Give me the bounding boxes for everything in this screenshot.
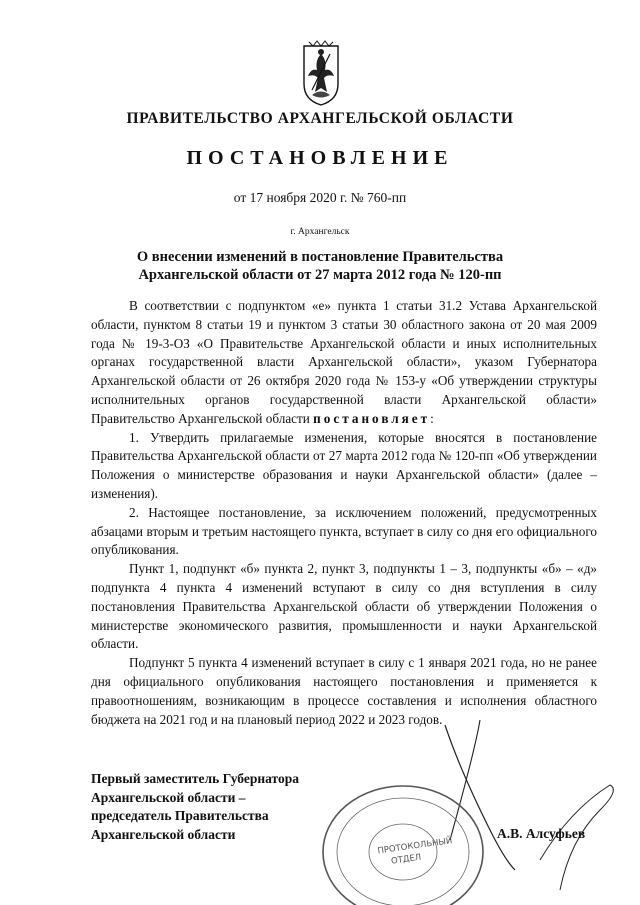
subject-line-1: О внесении изменений в постановление Правительства — [136, 249, 504, 265]
preamble-end: : — [430, 410, 434, 426]
signer-title-line-4: Архангельской области — [91, 826, 236, 842]
subject-line-2: Архангельской области от 27 марта 2012 года № 120-пп — [138, 267, 502, 283]
decree-body — [91, 297, 597, 729]
signer-title-line-1: Первый заместитель Губернатора — [91, 771, 299, 786]
paragraph-4: Подпункт 5 пункта 4 изменений вступает в силу с 1 января 2021 года, но не ранее дня официального опубликования настоящего постановления и применяется к правоотношениям, возникающим в процессе составления и исполнения областного бюджета на 2021 год и на плановый период 2022 и 2023 годов. — [91, 655, 597, 727]
signer-title-line-2: Архангельской области – — [91, 789, 246, 805]
stamp-text-2: ОТДЕЛ — [390, 852, 422, 867]
government-name: ПРАВИТЕЛЬСТВО АРХАНГЕЛЬСКОЙ ОБЛАСТИ — [126, 110, 514, 127]
paragraph-3: Пункт 1, подпункт «б» пункта 2, пункт 3, подпункты 1 – 3, подпункты «б» – «д» подпункта 4 пункта 4 изменений вступают в силу со дня вступления в силу постановления Правительства Архангельской области об утверждении Положения о министерстве экономического развития, промышленности и науки Архангельской области. — [91, 561, 597, 652]
paragraph-2: 2. Настоящее постановление, за исключением положений, предусмотренных абзацами вторым и третьим настоящего пункта, вступает в силу со дня его официального опубликования. — [91, 504, 597, 558]
signer-name: А.В. Алсуфьев — [497, 826, 586, 841]
signer-title-line-3: председатель Правительства — [91, 808, 269, 824]
document-type: ПОСТАНОВЛЕНИЕ — [186, 147, 454, 169]
resolves-keyword: постановляет — [313, 410, 431, 426]
paragraph-1: 1. Утвердить прилагаемые изменения, которые вносятся в постановление Правительства Архангельской области от 27 марта 2012 года № 120-пп «Об утверждении Положения о министерстве образования и науки Архангельской области» (далее – изменения). — [91, 429, 597, 501]
preamble-text: В соответствии с подпунктом «е» пункта 1 статьи 31.2 Устава Архангельской области, пунктом 8 статьи 19 и пунктом 3 статьи 30 областного закона от 20 мая 2009 года № 19-3-ОЗ «О Правительстве Архангельской области и иных исполнительных органах государственной власти Архангельской области», указом Губернатора Архангельской области от 26 октября 2020 года № 153-у «Об утверждении структуры исполнительных органов государственной власти Архангельской области» Правительство Архангельской области — [91, 298, 597, 426]
city: г. Архангельск — [290, 227, 350, 237]
decree-subject — [0, 248, 640, 284]
date-and-number: от 17 ноября 2020 г. № 760-пп — [233, 190, 407, 205]
stamp-text-1: ПРОТОКОЛЬНЫЙ — [376, 836, 453, 857]
arkhangelsk-coat-of-arms-icon — [301, 40, 341, 107]
paragraph-preamble — [91, 297, 597, 429]
signer-title — [91, 770, 371, 844]
